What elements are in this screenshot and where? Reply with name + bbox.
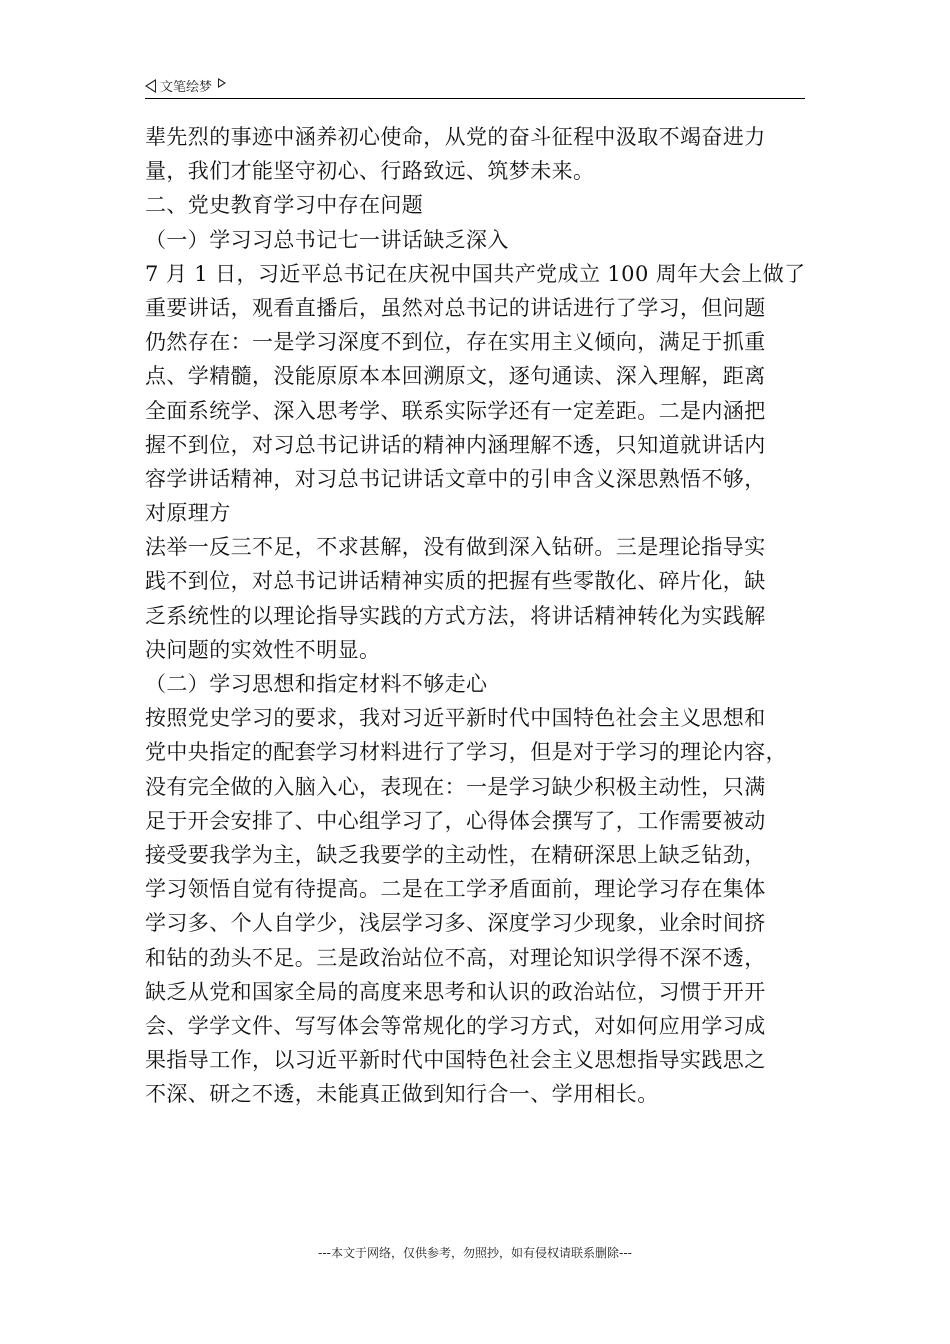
header-brand: 文笔绘梦 [160,80,213,95]
body-line: 足于开会安排了、中心组学习了，心得体会撰写了，工作需要被动 [145,808,766,833]
body-line: 党中央指定的配套学习材料进行了学习，但是对于学习的理论内容， [145,740,787,765]
body-line: 重要讲话，观看直播后，虽然对总书记的讲话进行了学习，但问题 [145,295,766,320]
triangle-right-icon [218,78,226,88]
body-line: 学习领悟自觉有待提高。二是在工学矛盾面前，理论学习存在集体 [145,877,766,902]
body-line: 法举一反三不足，不求甚解，没有做到深入钻研。三是理论指导实 [145,535,766,560]
body-line: 按照党史学习的要求，我对习近平新时代中国特色社会主义思想和 [145,706,766,731]
page-footer-disclaimer: ---本文于网络，仅供参考，勿照抄，如有侵权请联系删除--- [318,1246,632,1260]
body-line: 会、学学文件、写写体会等常规化的学习方式，对如何应用学习成 [145,1013,766,1038]
section-heading: 二、党史教育学习中存在问题 [145,193,424,218]
body-line: 不深、研之不透，未能真正做到知行合一、学用相长。 [145,1082,659,1107]
body-line: 仍然存在：一是学习深度不到位，存在实用主义倾向，满足于抓重 [145,330,766,355]
triangle-left-icon [145,79,156,93]
subsection-heading: （二）学习思想和指定材料不够走心 [145,672,488,696]
body-line: 乏系统性的以理论指导实践的方式方法，将讲话精神转化为实践解 [145,603,766,628]
body-line: 点、学精髓，没能原原本本回溯原文，逐句通读、深入理解，距离 [145,364,766,389]
document-body [145,120,810,1111]
body-line: 握不到位，对习总书记讲话的精神内涵理解不透，只知道就讲话内 [145,432,766,457]
body-line: 全面系统学、深入思考学、联系实际学还有一定差距。二是内涵把 [145,398,766,423]
body-line: 践不到位，对总书记讲话精神实质的把握有些零散化、碎片化，缺 [145,569,766,594]
body-line: 量，我们才能坚守初心、行路致远、筑梦未来。 [145,159,595,184]
body-line: 接受要我学为主，缺乏我要学的主动性，在精研深思上缺乏钻劲， [145,842,766,867]
body-line: 没有完全做的入脑入心，表现在：一是学习缺少积极主动性，只满 [145,774,766,799]
body-line: 7 月 1 日，习近平总书记在庆祝中国共产党成立 100 周年大会上做了 [145,261,806,286]
body-line: 果指导工作，以习近平新时代中国特色社会主义思想指导实践思之 [145,1048,766,1073]
body-line: 辈先烈的事迹中涵养初心使命，从党的奋斗征程中汲取不竭奋进力 [145,125,766,149]
body-line: 缺乏从党和国家全局的高度来思考和认识的政治站位，习惯于开开 [145,979,766,1004]
header-brand-group [145,76,226,95]
subsection-heading: （一）学习习总书记七一讲话缺乏深入 [145,227,509,252]
page-header [145,74,805,99]
body-line: 学习多、个人自学少，浅层学习多、深度学习少现象，业余时间挤 [145,911,766,936]
body-line: 对原理方 [145,501,231,526]
body-line: 容学讲话精神，对习总书记讲话文章中的引申含义深思熟悟不够， [145,466,766,491]
body-line: 和钻的劲头不足。三是政治站位不高，对理论知识学得不深不透， [145,945,766,970]
body-line: 决问题的实效性不明显。 [145,637,381,662]
